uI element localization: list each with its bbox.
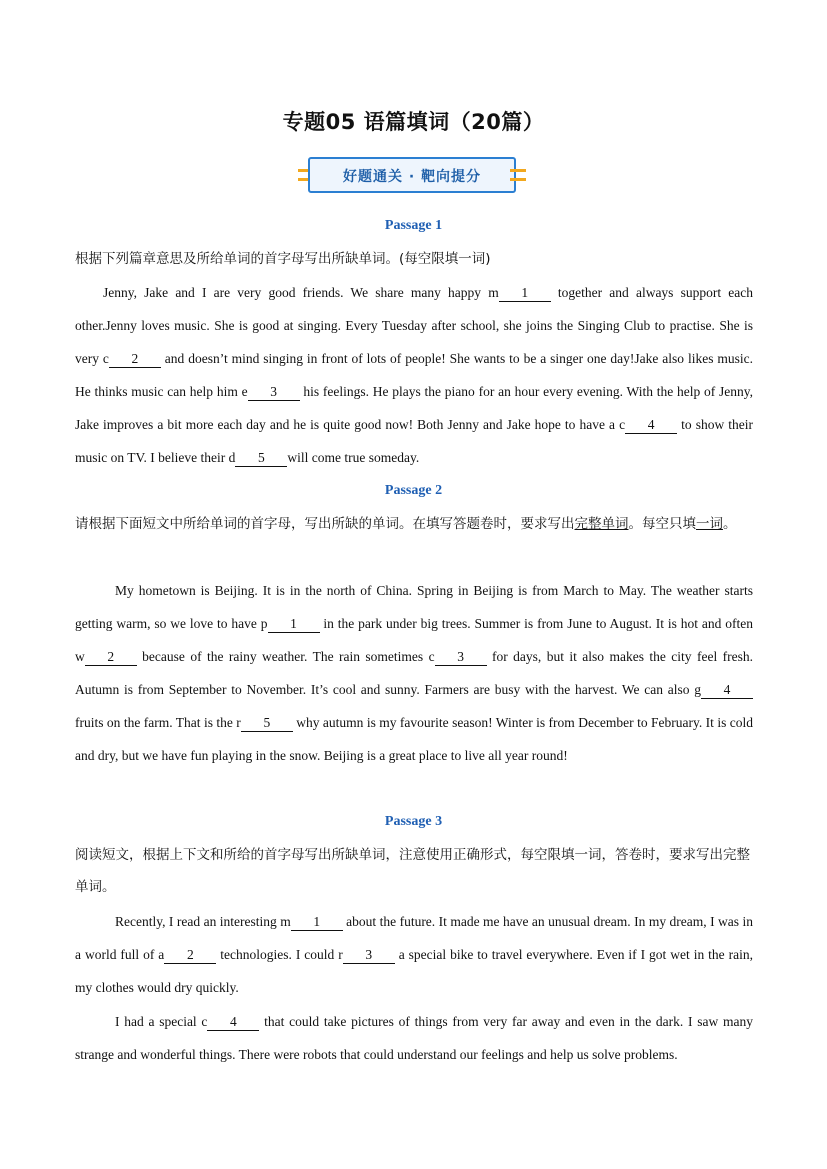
answer-blank[interactable]: 1 [291,914,343,931]
answer-blank[interactable]: 2 [164,947,216,964]
instruction-emphasis: 一词 [696,516,723,532]
section-banner [298,155,526,197]
passage-instruction [75,508,755,540]
text-segment: his feelings. He plays the piano for an hour every evening. With the help of Jenny, Jake improves a bit more each day and he is quite good now! Both Jenny and Jake hope to have a c [75,384,754,432]
text-segment: a special bike to travel everywhere. Even if I got wet in the rain, my clothes would dry quickly. [75,947,753,995]
answer-blank[interactable]: 2 [85,649,137,666]
answer-blank[interactable]: 5 [241,715,293,732]
banner-box [308,157,516,193]
text-segment: fruits on the farm. That is the r [75,715,241,730]
banner-right-bar-top [510,169,526,172]
answer-blank[interactable]: 3 [343,947,395,964]
text-segment: My hometown is Beijing. It is in the north of China. Spring in Beijing is from March to May. The weather starts getting warm, so we love to have p [75,583,753,631]
text-segment: because of the rainy weather. The rain sometimes c [136,649,435,664]
instruction-text: 。 [723,516,737,532]
answer-blank[interactable]: 5 [235,450,287,467]
text-segment: I had a special c [115,1014,208,1029]
text-segment: will come true someday. [287,450,420,465]
text-segment: why autumn is my favourite season! Winter is from December to February. It is cold and dry, but we have fun playing in the snow. Beijing is a great place to live all year round! [75,715,754,763]
answer-blank[interactable]: 3 [435,649,487,666]
passage-paragraph [75,905,753,1004]
answer-blank[interactable]: 4 [625,417,677,434]
passage-heading: Passage 3 [384,814,443,829]
text-segment: and doesn’t mind singing in front of lots of people! She wants to be a singer one day!Jake also likes music. He thinks music can help him e [75,351,753,399]
instruction-emphasis: 完整单词 [574,516,629,532]
text-segment: for days, but it also makes the city feel fresh. Autumn is from September to November. It’s cool and sunny. Farmers are busy with the harvest. We can also g [75,649,753,697]
page-title: 专题05 语篇填词（20篇） [282,110,545,134]
answer-blank[interactable]: 1 [268,616,320,633]
passage-heading: Passage 1 [384,218,443,233]
passage-instruction: 根据下列篇章意思及所给单词的首字母写出所缺单词。(每空限填一词) [75,251,491,267]
text-segment: Jenny, Jake and I are very good friends. We share many happy m [103,285,499,300]
instruction-text: 请根据下面短文中所给单词的首字母，写出所缺的单词。在填写答题卷时，要求写出 [75,516,575,532]
text-segment: Recently, I read an interesting m [115,914,291,929]
answer-blank[interactable]: 3 [248,384,300,401]
text-segment: together and always support each other.Jenny loves music. She is good at singing. Every Tuesday after school, she joins the Singing Club to practise. She is very c [75,285,754,366]
passage-paragraph [75,276,753,474]
passage-paragraph [75,1005,753,1071]
text-segment: in the park under big trees. Summer is from June to August. It is hot and often w [75,616,753,664]
answer-blank[interactable]: 4 [701,682,753,699]
text-segment: about the future. It made me have an unusual dream. In my dream, I was in a world full of a [75,914,753,962]
text-segment: to show their music on TV. I believe their d [75,417,753,465]
answer-blank[interactable]: 4 [207,1014,259,1031]
banner-label: 好题通关 · 靶向提分 [342,169,482,185]
instruction-text: 。每空只填 [628,516,696,532]
answer-blank[interactable]: 2 [109,351,161,368]
text-segment: technologies. I could r [216,947,343,962]
answer-blank[interactable]: 1 [499,285,551,302]
passage-heading: Passage 2 [384,483,443,498]
banner-right-bar-bottom [510,178,526,181]
passage-paragraph [75,574,753,772]
text-segment: that could take pictures of things from very far away and even in the dark. I saw many strange and wonderful things. There were robots that could understand our feelings and help us solve problems. [75,1014,753,1062]
passage-instruction: 阅读短文，根据上下文和所给的首字母写出所缺单词，注意使用正确形式，每空限填一词，答卷时，要求写出完整单词。 [75,847,750,895]
